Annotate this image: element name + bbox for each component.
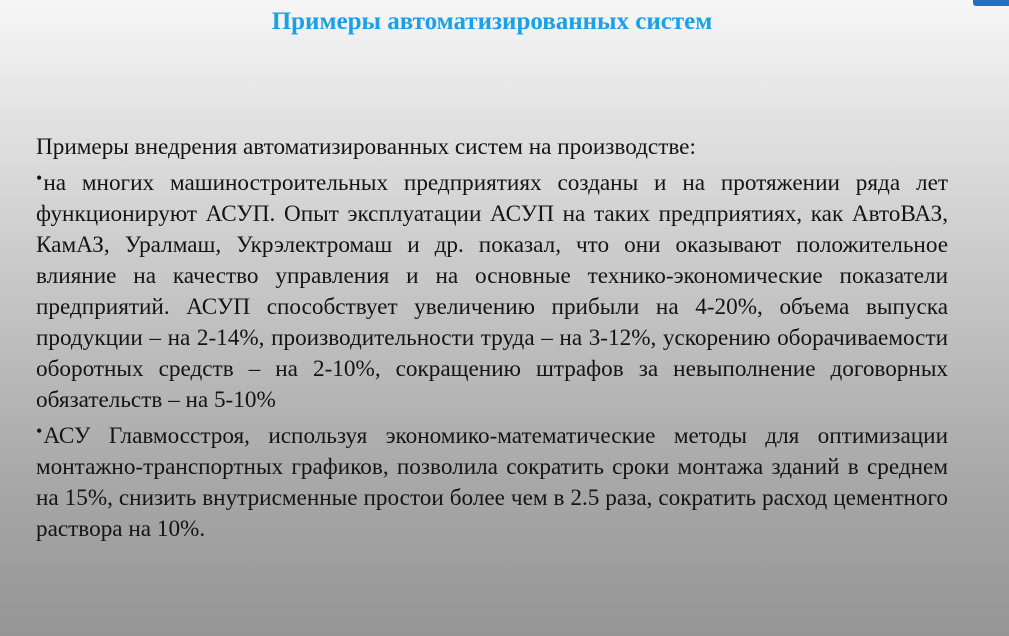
bullet-item-glavmosstroy [36, 416, 948, 545]
slide-content [36, 132, 948, 545]
slide-title: Примеры автоматизированных систем [271, 8, 713, 35]
intro-text: Примеры внедрения автоматизированных систем на производстве: [36, 134, 696, 160]
bullet-icon: • [36, 421, 43, 441]
bullet-icon: • [36, 168, 43, 188]
bullet-text: АСУ Главмосстроя, используя экономико-математические методы для оптимизации монтажно-транспортных графиков, позволила сократить сроки монтажа зданий в среднем на 15%, снизить внутрисменные простои более чем в 2.5 раза, сократить расход цементного раствора на 10%. [36, 423, 948, 542]
bullet-item-asup [36, 163, 948, 416]
bullet-text: на многих машиностроительных предприятиях созданы и на протяжении ряда лет функционируют АСУП. Опыт эксплуатации АСУП на таких предприятиях, как АвтоВАЗ, КамАЗ, Уралмаш, Укрэлектромаш и др. показал, что они оказывают положительное влияние на качество управления и на основные технико-экономические показатели предприятий. АСУП способствует увеличению прибыли на 4-20%, объема выпуска продукции – на 2-14%, производительности труда – на 3-12%, ускорению оборачиваемости оборотных средств – на 2-10%, сокращению штрафов за невыполнение договорных обязательств – на 5-10% [36, 170, 948, 413]
